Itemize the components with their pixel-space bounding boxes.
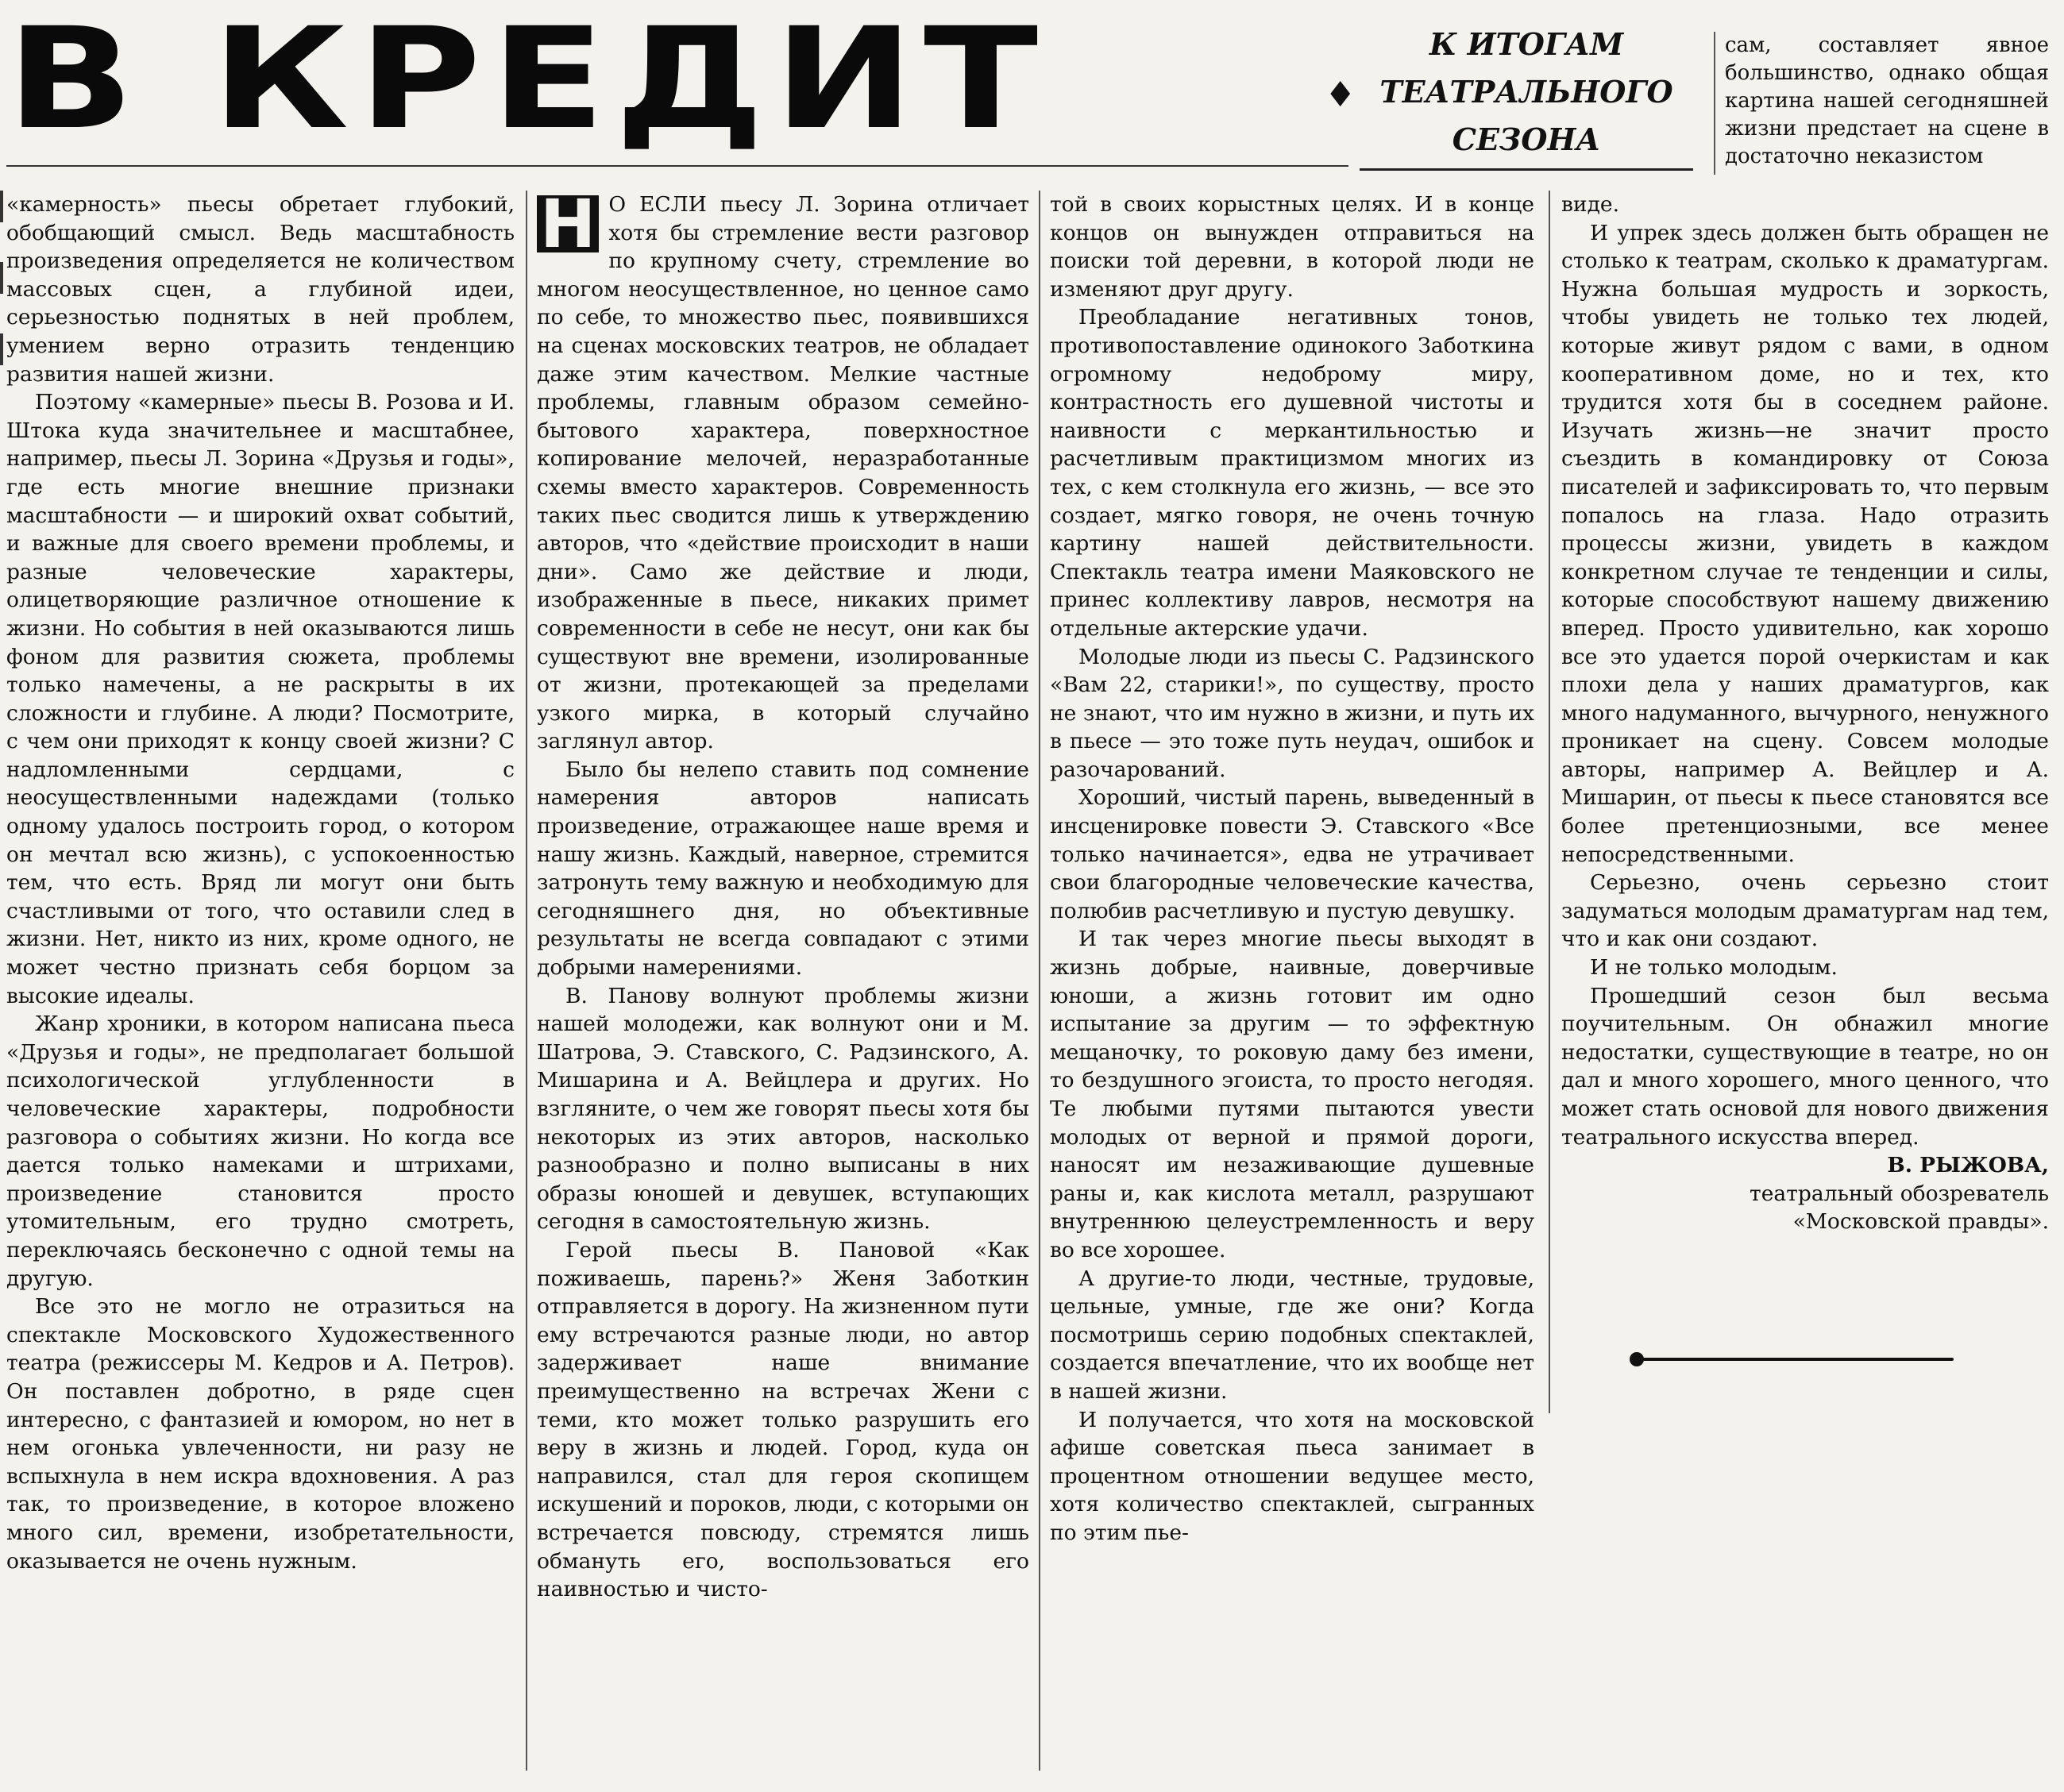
column-2 (537, 185, 1029, 1604)
headline (6, 0, 1048, 160)
margin-mark (0, 191, 3, 222)
column-4-top (1725, 32, 2049, 171)
paragraph: Было бы нелепо ставить под сомнение намерения авторов написать произведение, отражающее наше время и нашу жизнь. Каждый, наверное, стремится затронуть тему важную и необходимую для сегодняшнего дня, но объективные результаты не всегда совпадают с этими добрыми намерениями. (537, 757, 1029, 981)
paragraph: Герой пьесы В. Пановой «Как поживаешь, парень?» Женя Заботкин отправляется в дорогу. На жизненном пути ему встречаются разные люди, но автор задерживает наше внимание преимущественно на встречах Жени с теми, кто может только разрушить его веру в жизнь и людей. Город, куда он направился, стал для героя скопищем искушений и пороков, люди, с которыми он встречается повсюду, стремятся лишь обмануть его, воспользоваться его наивностью и чисто- (537, 1237, 1029, 1602)
paragraph: Прошедший сезон был весьма поучительным. Он обнажил многие недостатки, существующие в театре, но он дал и много хорошего, много ценного, что может стать основой для нового движения театрального искусства вперед. (1561, 983, 2049, 1150)
paragraph-text: О ЕСЛИ пьесу Л. Зорина отличает хотя бы стремление вести разговор по крупному счету, стремление во многом неосуществленное, но ценное само по себе, то множество пьес, появившихся на сценах московских театров, не обладает даже этим качеством. Мелкие частные проблемы, главным образом семейно-бытового характера, поверхностное копирование мелочей, неразработанные схемы вместо характеров. Современность таких пьес сводится лишь к утверждению авторов, что «действие происходит в наши дни». Само же действие и люди, изображенные в пьесе, никаких примет современности в себе не несут, они как бы существуют вне времени, изолированные от жизни, протекающей за пределами узкого мирка, в который случайно заглянул автор. (537, 192, 1029, 754)
column-divider-2 (1039, 191, 1040, 1771)
paragraph: той в своих корыстных целях. И в конце концов он вынужден отправиться на поиски той деревни, в которой люди не изменяют друг другу. (1050, 192, 1534, 302)
paragraph (537, 185, 1029, 756)
paragraph: А другие-то люди, честные, трудовые, цельные, умные, где же они? Когда посмотришь серию подобных спектаклей, создается впечатление, что их вообще нет в нашей жизни. (1050, 1266, 1534, 1404)
kicker (1360, 21, 1693, 171)
column-divider-top (1714, 32, 1715, 175)
paragraph: Поэтому «камерные» пьесы В. Розова и И. Штока куда значительнее и масштабнее, например, пьесы Л. Зорина «Друзья и годы», где есть многие внешние признаки масштабности — и широкий охват событий, и важные для своего времени проблемы, и разные человеческие характеры, олицетворяющие различное отношение к жизни. Но события в ней оказываются лишь фоном для развития сюжета, проблемы только намечены, а не раскрыты в их сложности и глубине. А люди? Посмотрите, с чем они приходят к концу своей жизни? С надломленными сердцами, с неосуществленными надеждами (только одному удалось построить город, о котором он мечтал всю жизнь), с успокоенностью тем, что есть. Вряд ли могут они быть счастливыми от того, что оставили след в жизни. Нет, никто из них, кроме одного, не может честно признать себя борцом за высокие идеалы. (6, 390, 515, 1008)
column-divider-3 (1549, 191, 1550, 1413)
paragraph: Серьезно, очень серьезно стоит задуматься молодым драматургам над тем, что и как они создают. (1561, 870, 2049, 952)
headline-rule (6, 165, 1348, 167)
column-3 (1050, 191, 1534, 1547)
end-of-article-mark (1636, 1358, 1954, 1361)
paragraph: Жанр хроники, в котором написана пьеса «Друзья и годы», не предполагает большой психологической углубленности в человеческие характеры, подробности разговора о событиях жизни. Но когда все дается только намеками и штрихами, произведение становится просто утомительным, его трудно смотреть, переключаясь бесконечно с одной темы на другую. (6, 1012, 515, 1291)
diamond-ornament: ♦ (1325, 75, 1356, 115)
drop-cap: Н (537, 195, 599, 252)
margin-mark (0, 262, 3, 294)
author-role: театральный обозреватель (1750, 1181, 2049, 1206)
paragraph: И получается, что хотя на московской афише советская пьеса занимает в процентном отношении ведущее место, хотя количество спектаклей, сыгранных по этим пье- (1050, 1407, 1534, 1545)
margin-mark (0, 333, 3, 365)
paragraph: «камерность» пьесы обретает глубокий, обобщающий смысл. Ведь масштабность произведения определяется не количеством массовых сцен, а глубиной идеи, серьезностью поднятых в ней проблем, умением верно отразить тенденцию развития нашей жизни. (6, 192, 515, 387)
author-publication: «Московской правды». (1792, 1209, 2049, 1235)
paragraph: Преобладание негативных тонов, противопоставление одинокого Заботкина огромному недоброму миру, контрастность его душевной чистоты и наивности с меркантильностью и расчетливым практицизмом многих из тех, с кем столкнула его жизнь, — все это создает, мягко говоря, не очень точную картину нашей действительности. Спектакль театра имени Маяковского не принес коллективу лавров, несмотря на отдельные актерские удачи. (1050, 305, 1534, 641)
paragraph: сам, составляет явное большинство, однако общая картина нашей сегодняшней жизни предстает на сцене в достаточно неказистом (1725, 33, 2049, 168)
paragraph: И упрек здесь должен быть обращен не столько к театрам, сколько к драматургам. Нужна большая мудрость и зоркость, чтобы увидеть не только тех людей, которые живут рядом с вами, в одном кооперативном доме, но и тех, кто трудится хотя бы в соседнем районе. Изучать жизнь—не значит просто съездить в командировку от Союза писателей и зафиксировать то, что первым попалось на глаза. Надо отразить процессы жизни, увидеть в каждом конкретном случае те тенденции и силы, которые способствуют нашему движению вперед. Просто удивительно, как хорошо все это удается порой очеркистам и как плохи дела у наших драматургов, как много надуманного, вычурного, ненужного проникает на сцену. Совсем молодые авторы, например А. Вейцлер и А. Мишарин, от пьесы к пьесе становятся все более претенциозными, все менее непосредственными. (1561, 220, 2049, 867)
kicker-line-1: К ИТОГАМ (1429, 26, 1624, 62)
paragraph: Хороший, чистый парень, выведенный в инсценировке повести Э. Ставского «Все только начинается», едва не утрачивает свои благородные человеческие качества, полюбив расчетливую и пустую девушку. (1050, 785, 1534, 923)
column-1 (6, 191, 515, 1575)
kicker-line-2: ТЕАТРАЛЬНОГО (1379, 74, 1673, 110)
kicker-line-3: СЕЗОНА (1452, 121, 1601, 157)
paragraph: И так через многие пьесы выходят в жизнь добрые, наивные, доверчивые юноши, а жизнь готовит им одно испытание за другим — то эффектную мещаночку, то роковую даму без имени, то бездушного эгоиста, то просто негодяя. Те любыми путями пытаются увести молодых от верной и прямой дороги, наносят им незаживающие душевные раны и, как кислота металл, разрушают внутреннюю целеустремленность и веру во все хорошее. (1050, 927, 1534, 1262)
author-name: В. РЫЖОВА, (1887, 1153, 2049, 1178)
paragraph: Молодые люди из пьесы С. Радзинского «Вам 22, старики!», по существу, просто не знают, что им нужно в жизни, и путь их в пьесе — это тоже путь неудач, ошибок и разочарований. (1050, 644, 1534, 782)
paragraph: виде. (1561, 192, 1620, 217)
paragraph: Все это не могло не отразиться на спектакле Московского Художественного театра (режиссеры М. Кедров и А. Петров). Он поставлен добротно, в ряде сцен интересно, с фантазией и юмором, но нет в нем огонька увлеченности, ни разу не вспыхнула в нем искра вдохновения. А раз так, то произведение, в которое вложено много сил, времени, изобретательности, оказывается не очень нужным. (6, 1294, 515, 1574)
headline-text: В КРЕДИТ (6, 0, 1048, 160)
column-4 (1561, 191, 2049, 1236)
column-divider-1 (526, 191, 527, 1771)
paragraph: И не только молодым. (1590, 955, 1838, 981)
paragraph: В. Панову волнуют проблемы жизни нашей молодежи, как волнуют они и М. Шатрова, Э. Ставского, С. Радзинского, А. Мишарина и А. Вейцлера и других. Но взгляните, о чем же говорят пьесы хотя бы некоторых из этих авторов, насколько разнообразно и полно выписаны в них образы юношей и девушек, вступающих сегодня в самостоятельную жизнь. (537, 983, 1029, 1235)
